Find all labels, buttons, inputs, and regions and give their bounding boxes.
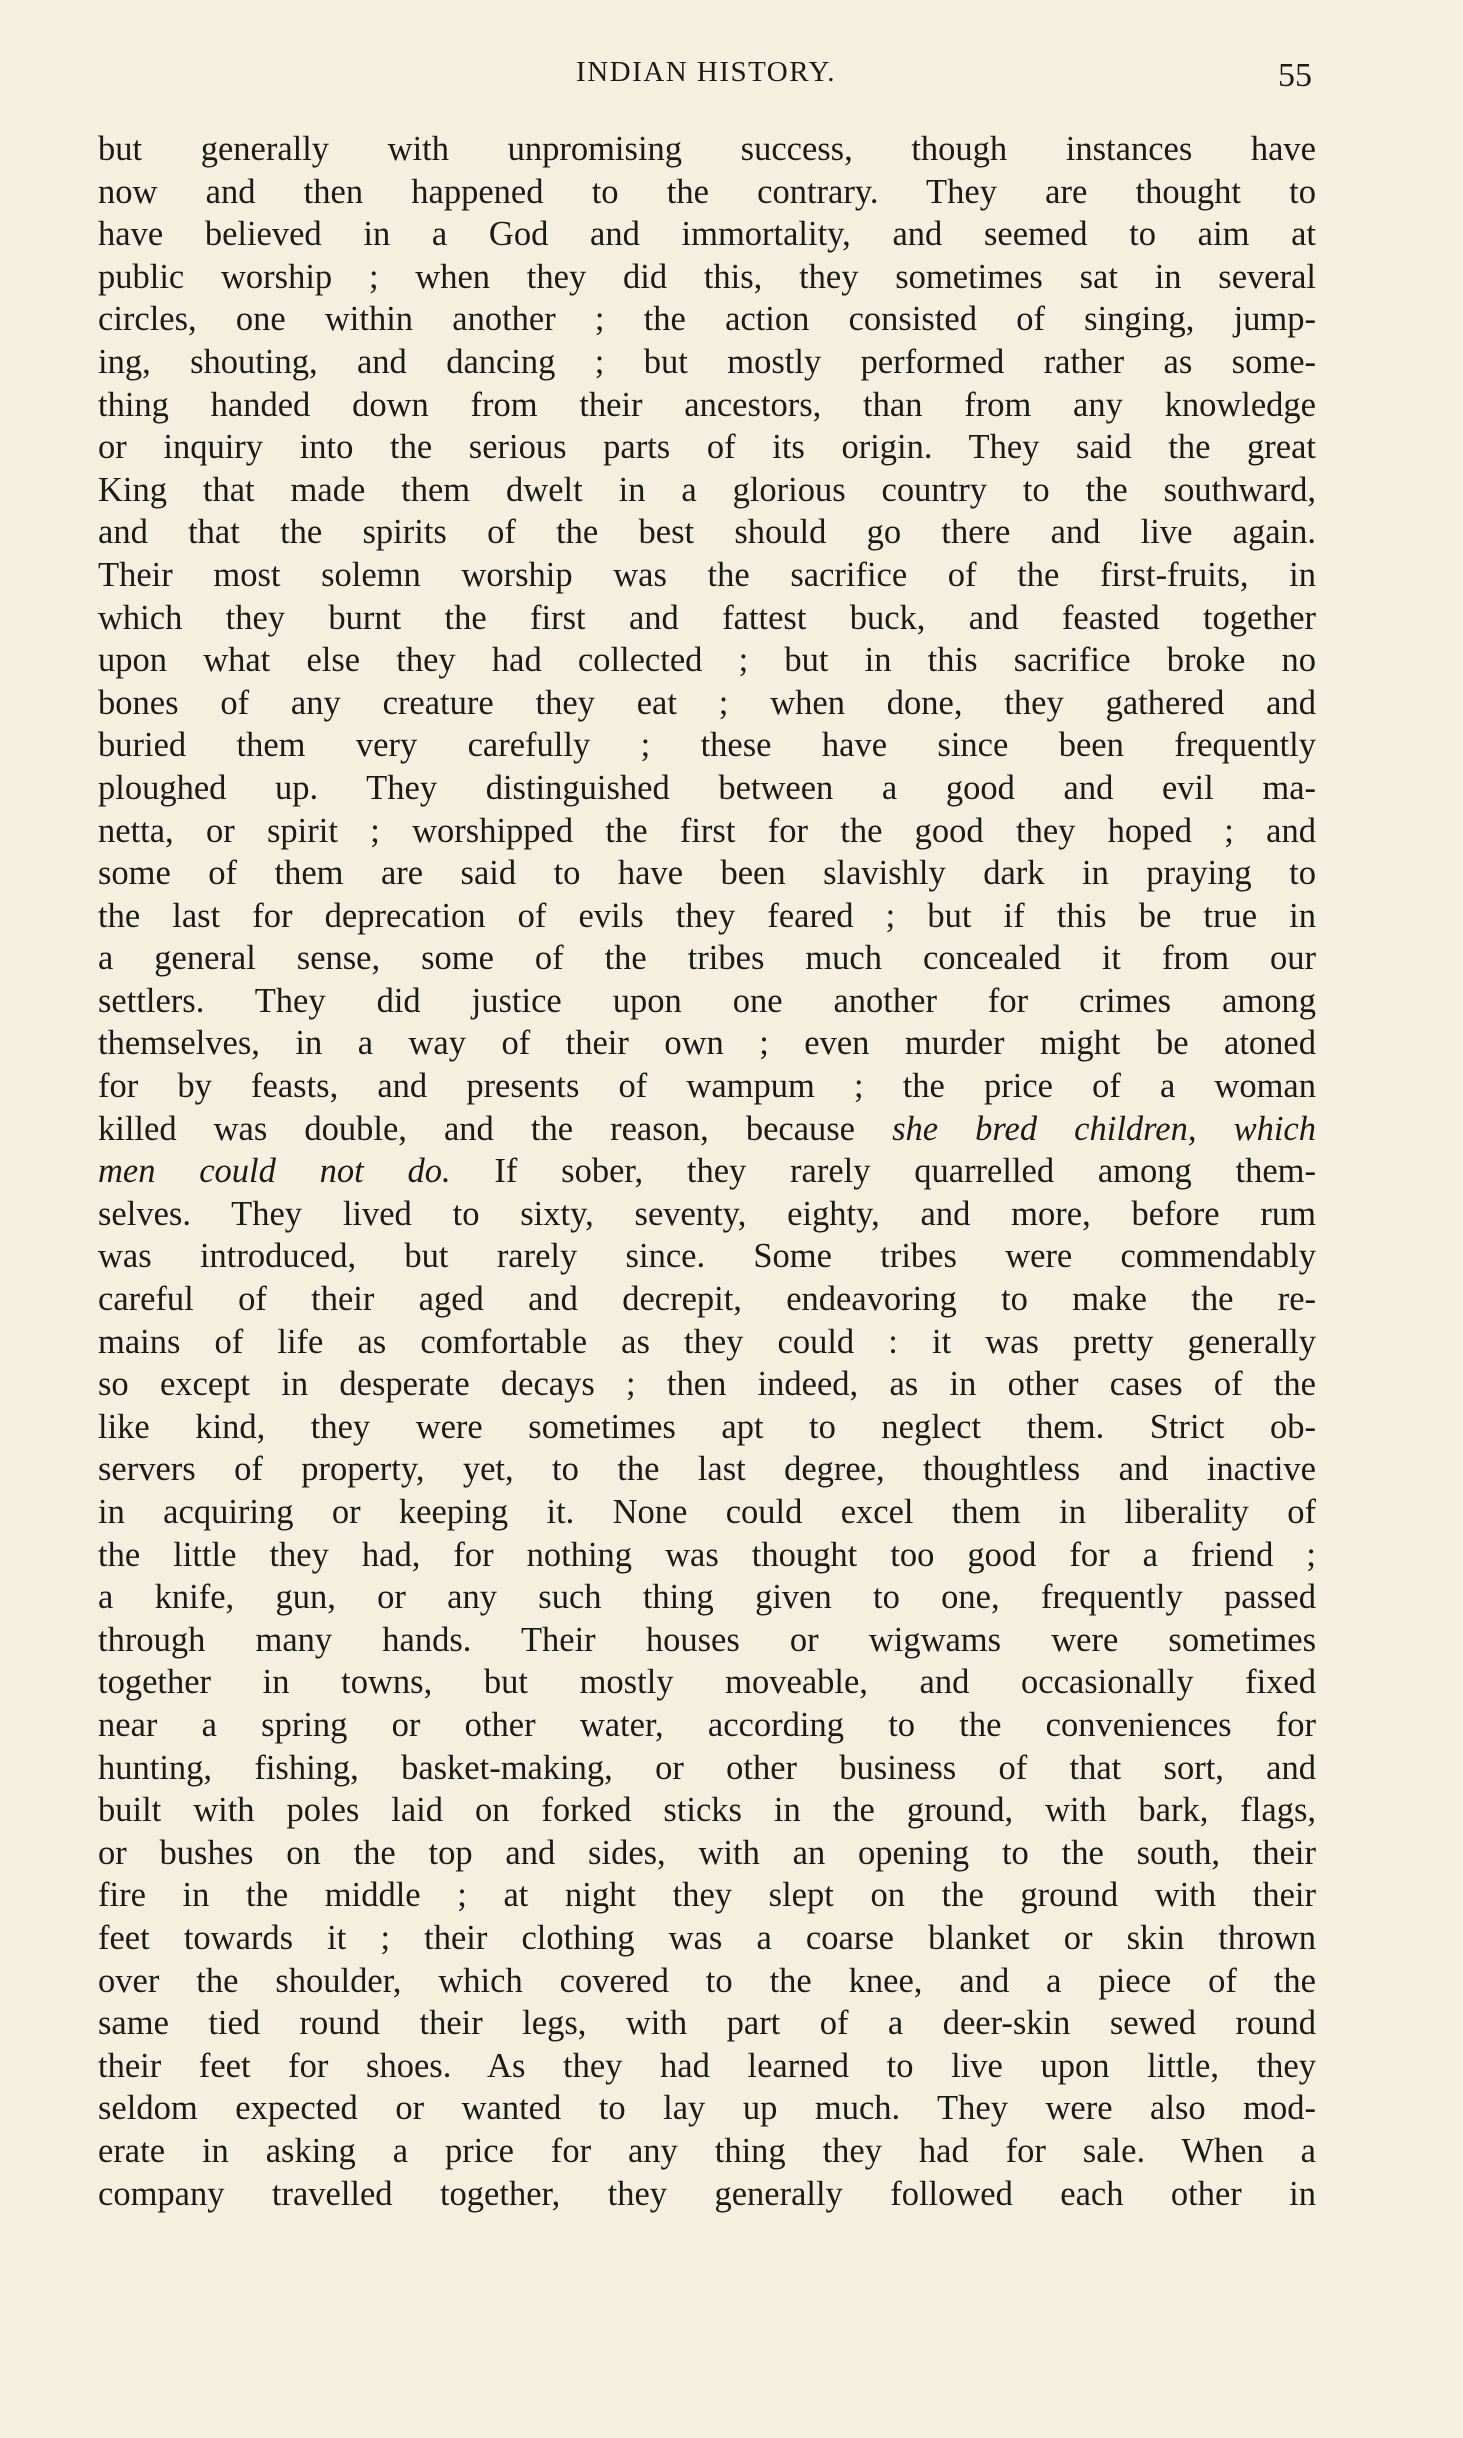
text-line: now and then happened to the contrary. They are thought to: [98, 172, 1316, 211]
text-line: built with poles laid on forked sticks in the ground, with bark, flags,: [98, 1791, 1316, 1830]
text-line: some of them are said to have been slavishly dark in praying to: [98, 854, 1316, 893]
text-line: mains of life as comfortable as they could : it was pretty generally: [98, 1322, 1316, 1361]
text-line: netta, or spirit ; worshipped the first for the good they hoped ; and: [98, 811, 1316, 850]
text-line: settlers. They did justice upon one another for crimes among: [98, 981, 1316, 1020]
body-text: [98, 128, 1316, 2215]
text-line: through many hands. Their houses or wigwams were sometimes: [98, 1620, 1316, 1659]
text-line: company travelled together, they generally followed each other in: [98, 2174, 1316, 2213]
text-line: the last for deprecation of evils they feared ; but if this be true in: [98, 896, 1316, 935]
text-line: erate in asking a price for any thing they had for sale. When a: [98, 2131, 1316, 2170]
text-line: thing handed down from their ancestors, than from any knowledge: [98, 385, 1316, 424]
text-line: like kind, they were sometimes apt to neglect them. Strict ob-: [98, 1407, 1316, 1446]
text-line: same tied round their legs, with part of a deer-skin sewed round: [98, 2004, 1316, 2043]
text-line: the little they had, for nothing was thought too good for a friend ;: [98, 1535, 1316, 1574]
text-line: buried them very carefully ; these have since been frequently: [98, 726, 1316, 765]
text-line: public worship ; when they did this, they sometimes sat in several: [98, 257, 1316, 296]
text-line-mixed: [98, 1108, 1316, 1151]
text-line: ing, shouting, and dancing ; but mostly performed rather as some-: [98, 342, 1316, 381]
text-line: together in towns, but mostly moveable, and occasionally fixed: [98, 1663, 1316, 1702]
text-line: seldom expected or wanted to lay up much. They were also mod-: [98, 2089, 1316, 2128]
text-line: circles, one within another ; the action consisted of singing, jump-: [98, 300, 1316, 339]
roman-text: killed was double, and the reason, because: [98, 1109, 855, 1148]
text-line: bones of any creature they eat ; when done, they gathered and: [98, 683, 1316, 722]
text-line: servers of property, yet, to the last degree, thoughtless and inactive: [98, 1450, 1316, 1489]
text-line: ploughed up. They distinguished between a good and evil ma-: [98, 768, 1316, 807]
text-line: themselves, in a way of their own ; even murder might be atoned: [98, 1024, 1316, 1063]
text-line: feet towards it ; their clothing was a coarse blanket or skin thrown: [98, 1918, 1316, 1957]
roman-text: If sober, they rarely quarrelled among them-: [494, 1152, 1316, 1191]
page-number: 55: [1278, 57, 1312, 94]
text-line: a knife, gun, or any such thing given to one, frequently passed: [98, 1578, 1316, 1617]
text-line: for by feasts, and presents of wampum ; the price of a woman: [98, 1067, 1316, 1106]
text-line: was introduced, but rarely since. Some tribes were commendably: [98, 1237, 1316, 1276]
text-line: a general sense, some of the tribes much concealed it from our: [98, 939, 1316, 978]
italic-text: she bred children, which: [892, 1109, 1316, 1148]
running-title: INDIAN HISTORY.: [576, 56, 836, 88]
text-line: fire in the middle ; at night they slept on the ground with their: [98, 1876, 1316, 1915]
text-line: or inquiry into the serious parts of its origin. They said the great: [98, 428, 1316, 467]
text-line: and that the spirits of the best should go there and live again.: [98, 513, 1316, 552]
text-line: near a spring or other water, according to the conveniences for: [98, 1705, 1316, 1744]
text-line-mixed: [98, 1150, 1316, 1193]
text-line: over the shoulder, which covered to the knee, and a piece of the: [98, 1961, 1316, 2000]
text-line: selves. They lived to sixty, seventy, eighty, and more, before rum: [98, 1194, 1316, 1233]
text-line: or bushes on the top and sides, with an opening to the south, their: [98, 1833, 1316, 1872]
text-line: so except in desperate decays ; then indeed, as in other cases of the: [98, 1365, 1316, 1404]
text-line: have believed in a God and immortality, and seemed to aim at: [98, 215, 1316, 254]
text-line: in acquiring or keeping it. None could excel them in liberality of: [98, 1493, 1316, 1531]
text-line: their feet for shoes. As they had learned to live upon little, they: [98, 2046, 1316, 2085]
text-line: which they burnt the first and fattest buck, and feasted together: [98, 598, 1316, 637]
italic-text: men could not do.: [98, 1152, 451, 1191]
text-line: careful of their aged and decrepit, endeavoring to make the re-: [98, 1280, 1316, 1319]
text-line: but generally with unpromising success, though instances have: [98, 130, 1316, 168]
text-line: Their most solemn worship was the sacrifice of the first-fruits, in: [98, 555, 1316, 594]
text-line: King that made them dwelt in a glorious country to the southward,: [98, 470, 1316, 509]
running-head: [100, 52, 1312, 92]
text-line: upon what else they had collected ; but in this sacrifice broke no: [98, 641, 1316, 680]
text-line: hunting, fishing, basket-making, or other business of that sort, and: [98, 1748, 1316, 1787]
